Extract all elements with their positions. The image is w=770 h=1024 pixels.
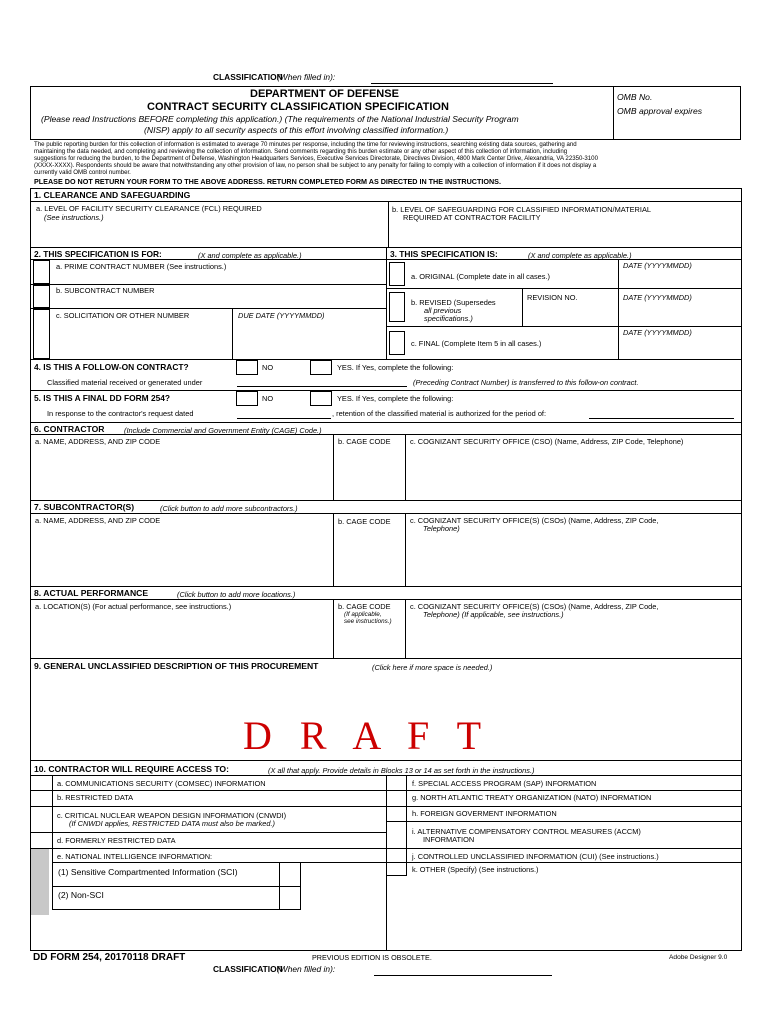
final-yes-label: YES. If Yes, complete the following: <box>337 394 454 403</box>
contractor-cage-field[interactable] <box>338 447 402 497</box>
date-label: DATE (YYYYMMDD) <box>623 261 692 270</box>
section-9-note: (Click here if more space is needed.) <box>372 663 493 672</box>
followon-no-checkbox[interactable] <box>236 360 258 375</box>
followon-yes-label: YES. If Yes, complete the following: <box>337 363 454 372</box>
nato-checkbox[interactable] <box>387 791 406 805</box>
s10g-label: g. NORTH ATLANTIC TREATY ORGANIZATION (NATO) INFORMATION <box>412 793 652 802</box>
rule <box>30 390 742 391</box>
s10e-label: e. NATIONAL INTELLIGENCE INFORMATION: <box>57 852 213 861</box>
shaded-cell <box>31 849 49 915</box>
rule <box>52 909 301 910</box>
retention-period-field[interactable] <box>589 418 734 419</box>
non-sci-label: (2) Non-SCI <box>58 890 104 900</box>
section-7-title: 7. SUBCONTRACTOR(S) <box>34 502 135 512</box>
other-specify-field[interactable] <box>410 876 738 948</box>
classification-note: (When filled in): <box>277 72 336 82</box>
s10i-label: i. ALTERNATIVE COMPENSATORY CONTROL MEASURES (ACCM) <box>412 827 641 836</box>
rule <box>30 806 387 807</box>
rule <box>333 599 334 658</box>
original-checkbox[interactable] <box>389 262 405 286</box>
rule <box>30 790 387 791</box>
prime-contract-checkbox[interactable] <box>33 260 50 284</box>
s10f-label: f. SPECIAL ACCESS PROGRAM (SAP) INFORMATION <box>412 779 597 788</box>
cnwdi-checkbox[interactable] <box>31 807 52 832</box>
final-line-2: , retention of the classified material is authorized for the period of: <box>332 409 547 418</box>
s10a-label: a. COMMUNICATIONS SECURITY (COMSEC) INFORMATION <box>57 779 266 788</box>
location-field[interactable] <box>35 612 330 656</box>
rule <box>52 886 301 887</box>
omb-expiration: OMB approval expires <box>617 106 703 116</box>
s8c-label: c. COGNIZANT SECURITY OFFICE(S) (CSOs) (Name, Address, ZIP Code, <box>410 602 659 611</box>
final-checkbox[interactable] <box>389 331 405 355</box>
rule <box>30 760 742 761</box>
s10j-label: j. CONTROLLED UNCLASSIFIED INFORMATION (CUI) (See instructions.) <box>412 852 659 861</box>
final-line-label: In response to the contractor's request dated <box>47 409 194 418</box>
final-no-label: NO <box>262 394 274 403</box>
date-label: DATE (YYYYMMDD) <box>623 328 692 337</box>
s10b-label: b. RESTRICTED DATA <box>57 793 134 802</box>
followon-no-label: NO <box>262 363 274 372</box>
classification-field[interactable] <box>374 975 552 976</box>
classification-label: CLASSIFICATION <box>213 964 283 974</box>
burden-line: currently valid OMB control number. <box>34 169 131 176</box>
followon-line-label: Classified material received or generated under <box>47 378 203 387</box>
rule <box>386 326 742 327</box>
rule <box>30 434 742 435</box>
restricted-data-checkbox[interactable] <box>31 791 52 805</box>
s7c-label: c. COGNIZANT SECURITY OFFICE(S) (CSOs) (Name, Address, ZIP Code, <box>410 516 659 525</box>
rule <box>30 259 387 260</box>
instructions-line-2: (NISP) apply to all security aspects of this effort involving classified information.) <box>144 125 449 135</box>
s3b-label-3: specifications.) <box>424 314 473 323</box>
s6c-label: c. COGNIZANT SECURITY OFFICE (CSO) (Name, Address, ZIP Code, Telephone) <box>410 437 684 446</box>
s10c-label: c. CRITICAL NUCLEAR WEAPON DESIGN INFORMATION (CNWDI) <box>57 811 287 820</box>
section-10-note: (X all that apply. Provide details in Blocks 13 or 14 as set forth in the instructions.) <box>268 766 535 775</box>
s2c-label: c. SOLICITATION OR OTHER NUMBER <box>56 311 190 320</box>
subcontractor-name-field[interactable] <box>35 526 330 584</box>
fcl-level-field[interactable] <box>36 222 386 246</box>
section-2-note: (X and complete as applicable.) <box>198 251 302 260</box>
classification-label: CLASSIFICATION <box>213 72 283 82</box>
revision-no-label: REVISION NO. <box>527 293 578 302</box>
section-6-title: 6. CONTRACTOR <box>34 424 105 434</box>
section-8-note: (Click button to add more locations.) <box>177 590 296 599</box>
s10k-label: k. OTHER (Specify) (See instructions.) <box>412 865 539 874</box>
s8b-note: (If applicable, <box>344 611 382 618</box>
s1b-label: b. LEVEL OF SAFEGUARDING FOR CLASSIFIED INFORMATION/MATERIAL <box>392 205 651 214</box>
frd-checkbox[interactable] <box>31 833 52 847</box>
burden-line: suggestions for reducing the burden, to the Department of Defense, Washington Headquarters Services, Executive Services Directorate, Directives Division, 4800 Mark Center Drive, Alexandria, VA 22350-3100 <box>34 155 598 162</box>
classification-field[interactable] <box>371 83 553 84</box>
s1b-label-2: REQUIRED AT CONTRACTOR FACILITY <box>403 213 541 222</box>
rule <box>386 247 387 359</box>
subcontractor-cage-field[interactable] <box>338 527 402 584</box>
rule <box>232 308 233 359</box>
other-checkbox[interactable] <box>387 863 406 875</box>
sci-label: (1) Sensitive Compartmented Information (SCI) <box>58 867 238 877</box>
contractor-name-field[interactable] <box>35 447 330 497</box>
draft-watermark: D R A F T <box>243 713 490 758</box>
rule <box>386 848 742 849</box>
rule <box>333 434 334 500</box>
location-cage-field[interactable] <box>338 627 402 656</box>
rule <box>30 513 742 514</box>
rule <box>386 259 742 260</box>
due-date-label: DUE DATE (YYYYMMDD) <box>238 311 325 320</box>
location-cso-field[interactable] <box>410 620 738 656</box>
sap-checkbox[interactable] <box>387 776 406 789</box>
s7c-label-2: Telephone) <box>423 524 460 533</box>
burden-line: The public reporting burden for this collection of information is estimated to average 70 minutes per response, including the time for reviewing instructions, searching existing data sources, gathering and <box>34 141 577 148</box>
s1a-note: (See instructions.) <box>44 213 104 222</box>
s8b-label: b. CAGE CODE <box>338 602 391 611</box>
s10i-label-2: INFORMATION <box>423 835 475 844</box>
s3b-label: b. REVISED (Supersedes <box>411 298 496 307</box>
rule <box>522 288 523 326</box>
rule <box>52 862 53 910</box>
obsolete-note: PREVIOUS EDITION IS OBSOLETE. <box>312 953 432 962</box>
rule <box>386 821 742 822</box>
rule <box>30 284 387 285</box>
classification-note: (When filled in): <box>277 964 336 974</box>
s6b-label: b. CAGE CODE <box>338 437 391 446</box>
section-4-title: 4. IS THIS A FOLLOW-ON CONTRACT? <box>34 362 189 372</box>
rule <box>30 188 742 189</box>
rule <box>52 862 387 863</box>
rule <box>388 201 389 247</box>
burden-line: (XXXX-XXXX). Respondents should be aware that notwithstanding any other provision of law, no person shall be subject to any penalty for failing to comply with a collection of information if it does not display a <box>34 162 597 169</box>
contractor-cso-field[interactable] <box>410 447 738 497</box>
s10d-label: d. FORMERLY RESTRICTED DATA <box>57 836 176 845</box>
followon-line-2: (Preceding Contract Number) is transferred to this follow-on contract. <box>413 378 639 387</box>
rule <box>30 658 742 659</box>
rule <box>333 513 334 586</box>
rule <box>386 862 742 863</box>
rule <box>618 259 619 359</box>
section-7-note: (Click button to add more subcontractors.) <box>160 504 298 513</box>
designer-note: Adobe Designer 9.0 <box>669 954 728 961</box>
rule <box>405 513 406 586</box>
final-no-checkbox[interactable] <box>236 391 258 406</box>
department-title: DEPARTMENT OF DEFENSE <box>250 88 399 100</box>
section-1-title: 1. CLEARANCE AND SAFEGUARDING <box>34 190 191 200</box>
s8a-label: a. LOCATION(S) (For actual performance, see instructions.) <box>35 602 232 611</box>
accm-checkbox[interactable] <box>387 822 406 847</box>
safeguarding-level-field[interactable] <box>392 222 738 246</box>
s3a-label: a. ORIGINAL (Complete date in all cases.) <box>411 272 550 281</box>
rule <box>30 848 387 849</box>
instructions-line-1: (Please read Instructions BEFORE completing this application.) (The requirements of the National Industrial Security Program <box>41 114 519 124</box>
followon-yes-checkbox[interactable] <box>310 360 332 375</box>
non-sci-checkbox[interactable] <box>280 887 300 909</box>
sci-checkbox[interactable] <box>280 863 300 885</box>
section-5-title: 5. IS THIS A FINAL DD FORM 254? <box>34 393 171 403</box>
s2b-label: b. SUBCONTRACT NUMBER <box>56 286 155 295</box>
s7b-label: b. CAGE CODE <box>338 517 391 526</box>
section-6-note: (Include Commercial and Government Entity (CAGE) Code.) <box>124 426 322 435</box>
rule <box>30 422 742 423</box>
rule <box>30 308 387 309</box>
form-number: DD FORM 254, 20170118 DRAFT <box>33 952 186 963</box>
rule <box>30 586 742 587</box>
s10c-note: (If CNWDI applies, RESTRICTED DATA must also be marked.) <box>69 819 276 828</box>
rule <box>30 599 742 600</box>
rule <box>30 832 387 833</box>
date-label: DATE (YYYYMMDD) <box>623 293 692 302</box>
right-border <box>741 188 742 951</box>
section-3-note: (X and complete as applicable.) <box>528 251 632 260</box>
s1a-label: a. LEVEL OF FACILITY SECURITY CLEARANCE (FCL) REQUIRED <box>36 204 262 213</box>
final-yes-checkbox[interactable] <box>310 391 332 406</box>
solicitation-checkbox[interactable] <box>33 309 50 359</box>
section-3-title: 3. THIS SPECIFICATION IS: <box>390 249 498 259</box>
s2a-label: a. PRIME CONTRACT NUMBER (See instructions.) <box>56 262 227 271</box>
subcontractor-cso-field[interactable] <box>410 534 738 584</box>
fgi-checkbox[interactable] <box>387 807 406 820</box>
s8b-note-2: see instructions.) <box>344 618 392 625</box>
rule <box>30 359 742 360</box>
comsec-checkbox[interactable] <box>31 776 52 789</box>
rule <box>30 500 742 501</box>
cui-checkbox[interactable] <box>387 849 406 862</box>
header-divider <box>613 86 614 140</box>
rule <box>405 599 406 658</box>
section-8-title: 8. ACTUAL PERFORMANCE <box>34 588 149 598</box>
do-not-return: PLEASE DO NOT RETURN YOUR FORM TO THE ABOVE ADDRESS. RETURN COMPLETED FORM AS DIRECTED IN THE INSTRUCTIONS. <box>34 177 501 186</box>
rule <box>386 875 407 876</box>
subcontract-checkbox[interactable] <box>33 285 50 308</box>
s6a-label: a. NAME, ADDRESS, AND ZIP CODE <box>35 437 161 446</box>
omb-number: OMB No. <box>617 92 653 102</box>
preceding-contract-field[interactable] <box>237 386 407 387</box>
s10h-label: h. FOREIGN GOVERMENT INFORMATION <box>412 809 557 818</box>
rule <box>386 806 742 807</box>
rule <box>405 434 406 500</box>
rule <box>30 201 742 202</box>
rule <box>30 950 742 951</box>
request-date-field[interactable] <box>237 418 331 419</box>
s8c-label-2: Telephone) (If applicable, see instructions.) <box>423 610 564 619</box>
form-title: CONTRACT SECURITY CLASSIFICATION SPECIFICATION <box>147 101 449 113</box>
revised-checkbox[interactable] <box>389 292 405 322</box>
burden-line: maintaining the data needed, and completing and reviewing the collection of information. Send comments regarding this burden estimate or any other aspect of this collection of information, including <box>34 148 568 155</box>
s7a-label: a. NAME, ADDRESS, AND ZIP CODE <box>35 516 161 525</box>
section-9-title: 9. GENERAL UNCLASSIFIED DESCRIPTION OF THIS PROCUREMENT <box>34 661 319 671</box>
s3c-label: c. FINAL (Complete Item 5 in all cases.) <box>411 339 542 348</box>
section-2-title: 2. THIS SPECIFICATION IS FOR: <box>34 249 162 259</box>
s3b-label-2: all previous <box>424 306 462 315</box>
rule <box>386 790 742 791</box>
section-10-title: 10. CONTRACTOR WILL REQUIRE ACCESS TO: <box>34 764 229 774</box>
rule <box>386 288 742 289</box>
